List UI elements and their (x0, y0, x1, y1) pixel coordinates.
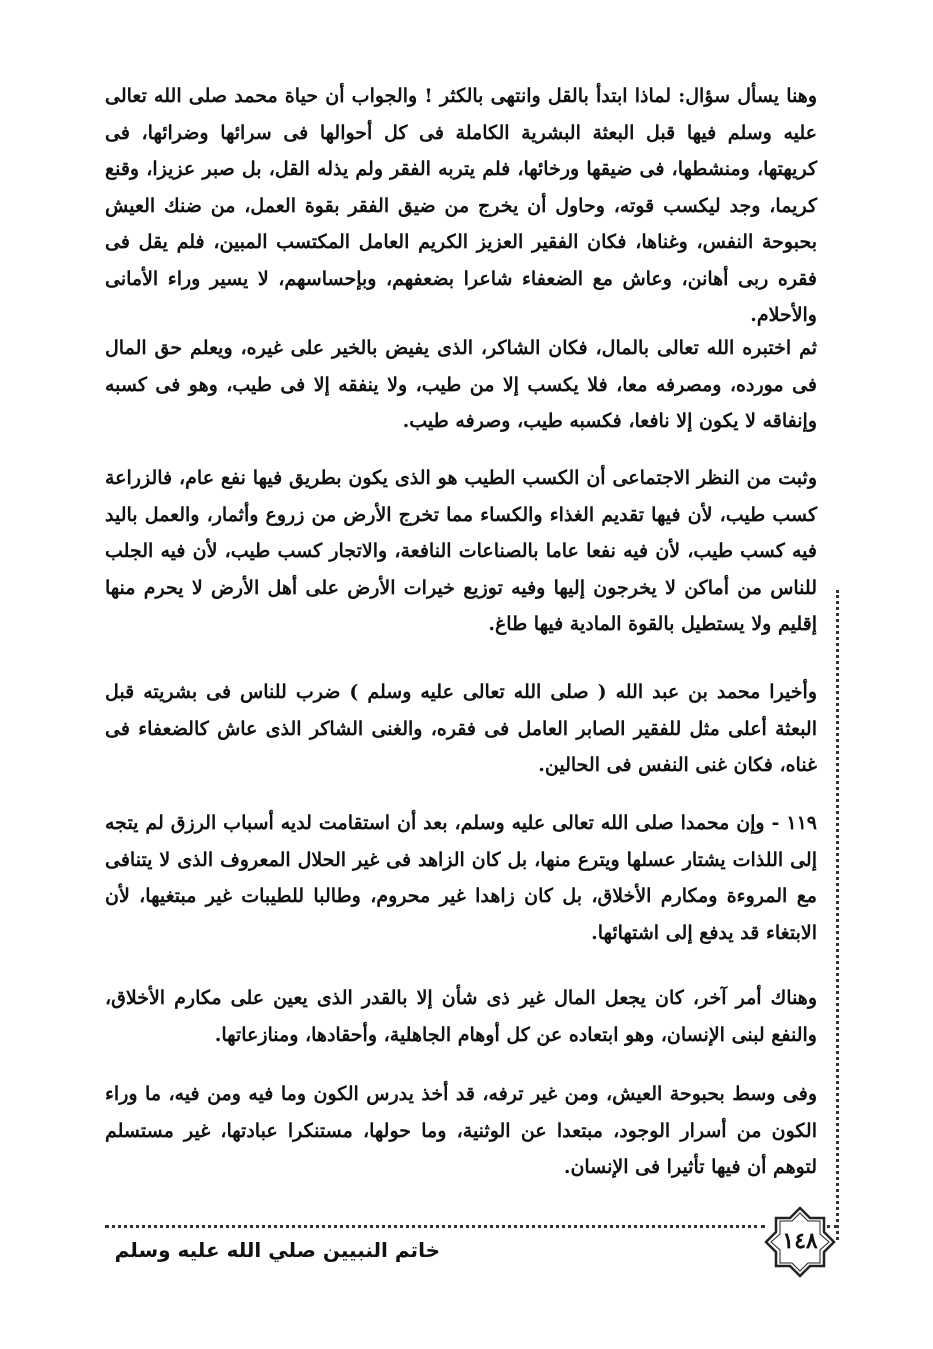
paragraph-7: وفى وسط بحبوحة العيش، ومن غير ترفه، قد أخذ يدرس الكون وما فيه ومن فيه، ما وراء الكون من أسرار الوجود، مبتعدا عن الوثنية، وما حولها، مستنكرا عبادتها، غير مستسلم لتوهم أن فيها تأثيرا فى الإنسان. (105, 1083, 817, 1178)
paragraph-4: وأخيرا محمد بن عبد الله ( صلى الله تعالى عليه وسلم ) ضرب للناس فى بشريته قبل البعثة أعلى مثل للفقير الصابر العامل فى فقره، والغنى الشاكر الذى عاش كالضعفاء فى غناه، فكان غنى النفس فى الحالين. (105, 681, 817, 776)
side-dotted-border (836, 590, 839, 1240)
paragraph-6: وهناك أمر آخر، كان يجعل المال غير ذى شأن إلا بالقدر الذى يعين على مكارم الأخلاق، والنفع لبنى الإنسان، وهو ابتعاده عن كل أوهام الجاهلية، وأحقادها، ومنازعاتها. (105, 987, 817, 1046)
page-number-badge (764, 1206, 836, 1278)
running-footer-title: خاتم النبيين صلي الله عليه وسلم (114, 1238, 440, 1262)
paragraph-3: وثبت من النظر الاجتماعى أن الكسب الطيب هو الذى يكون بطريق فيها نفع عام، فالزراعة كسب طيب، لأن فيها تقديم الغذاء والكساء مما تخرج الأرض من زروع وأثمار، والعمل باليد فيه كسب طيب، لأن فيه نفعا عاما بالصناعات النافعة، والاتجار كسب طيب، لأن فيه الجلب للناس من أماكن لا يخرجون إليها وفيه توزيع خيرات الأرض على أهل الأرض لا يحرم منها إقليم ولا يستطيل بالقوة المادية فيها طاغ. (105, 467, 817, 635)
paragraph-1: وهنا يسأل سؤال: لماذا ابتدأ بالقل وانتهى بالكثر ! والجواب أن حياة محمد صلى الله تعالى عليه وسلم فيها قبل البعثة البشرية الكاملة فى كل أحوالها فى سرائها وضرائها، فى كريهتها، ومنشطها، فى ضيقها ورخائها، فلم يتربه الفقر ولم يذله القل، بل صبر عزيزا، وقنع كريما، وجد ليكسب قوته، وحاول أن يخرج من ضيق الفقر بقوة العمل، من ضنك العيش بحبوحة النفس، وغناها، فكان الفقير العزيز الكريم العامل المكتسب المبين، فلم يقل فى فقره ربى أهانن، وعاش مع الضعفاء شاعرا بضعفهم، وبإحساسهم، لا يسير وراء الأمانى والأحلام. (105, 85, 817, 326)
paragraph-5: ١١٩ - وإن محمدا صلى الله تعالى عليه وسلم، بعد أن استقامت لديه أسباب الرزق لم يتجه إلى اللذات يشتار عسلها ويترع منها، بل كان الزاهد فى غير الحلال المعروف الذى لا يتنافى مع المروءة ومكارم الأخلاق، بل كان زاهدا غير محروم، وطالبا للطيبات غير مبتغيها، لأن الابتغاء قد يدفع إلى اشتهائها. (105, 812, 817, 944)
page-number: ١٤٨ (782, 1228, 818, 1254)
paragraph-2: ثم اختبره الله تعالى بالمال، فكان الشاكر، الذى يفيض بالخير على غيره، ويعلم حق المال فى مورده، ومصرفه معا، فلا يكسب إلا من طيب، ولا ينفقه إلا فى طيب، وهو فى كسبه وإنفاقه لا يكون إلا نافعا، فكسبه طيب، وصرفه طيب. (105, 337, 817, 432)
footer-dotted-rule (105, 1225, 765, 1228)
